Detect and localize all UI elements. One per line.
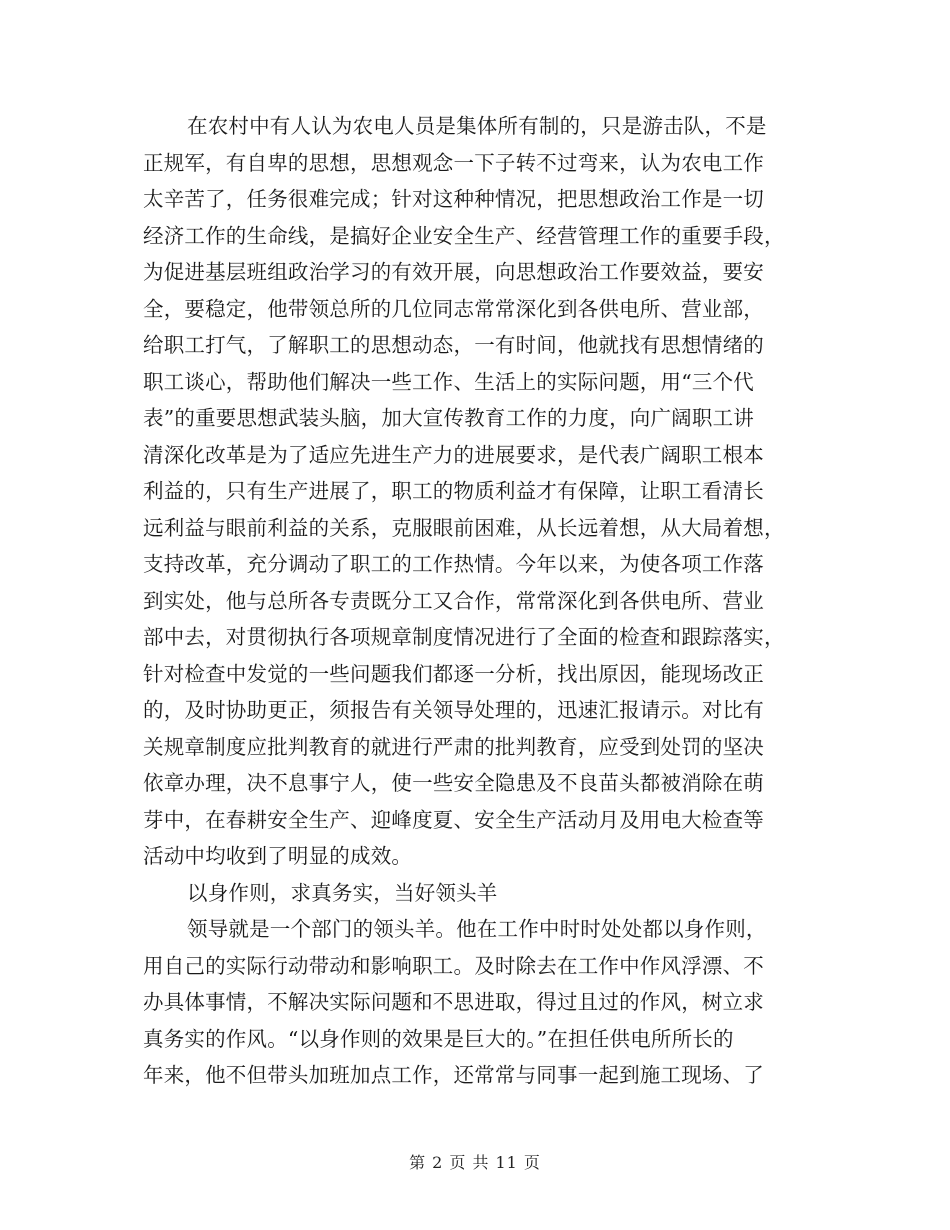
- text-line: 到实处，他与总所各专责既分工又合作，常常深化到各供电所、营业: [143, 588, 764, 613]
- text-line: 依章办理，决不息事宁人，使一些安全隐患及不良苗头都被消除在萌: [143, 771, 764, 795]
- text-line: 针对检查中发觉的一些问题我们都逐一分析，找出原因，能现场改正: [143, 661, 764, 686]
- text-line: 清深化改革是为了适应先进生产力的进展要求，是代表广阔职工根本: [143, 442, 764, 467]
- text-line: 关规章制度应批判教育的就进行严肃的批判教育，应受到处罚的坚决: [143, 734, 764, 759]
- body-text: [143, 108, 803, 1094]
- text-line: 年来，他不但带头加班加点工作，还常常与同事一起到施工现场、了: [143, 1063, 764, 1087]
- page-footer: [0, 1150, 950, 1173]
- text-line: 在农村中有人认为农电人员是集体所有制的，只是游击队，不是: [187, 114, 767, 138]
- text-line: 为促进基层班组政治学习的有效开展，向思想政治工作要效益，要安: [143, 260, 764, 284]
- footer-middle: 页 共: [449, 1153, 490, 1172]
- text-line: 芽中，在春耕安全生产、迎峰度夏、安全生产活动月及用电大检查等: [143, 807, 764, 832]
- text-line: 办具体事情，不解决实际问题和不思进取，得过且过的作风，树立求: [143, 990, 764, 1014]
- footer-current-page: 2: [432, 1153, 444, 1172]
- text-line: 给职工打气，了解职工的思想动态，一有时间，他就找有思想情绪的: [143, 333, 764, 357]
- text-line: 以身作则，求真务实，当好领头羊: [187, 880, 498, 905]
- text-line: 远利益与眼前利益的关系，克服眼前困难，从长远着想，从大局着想，: [143, 515, 785, 540]
- text-line: 正规军，有自卑的思想，思想观念一下子转不过弯来，认为农电工作: [143, 150, 764, 175]
- footer-prefix: 第: [409, 1153, 427, 1172]
- text-line: 支持改革，充分调动了职工的工作热情。今年以来，为使各项工作落: [143, 552, 764, 576]
- footer-suffix: 页: [523, 1153, 541, 1172]
- text-line: 领导就是一个部门的领头羊。他在工作中时时处处都以身作则，: [187, 917, 767, 941]
- text-line: 的，及时协助更正，须报告有关领导处理的，迅速汇报请示。对比有: [143, 698, 764, 722]
- text-line: 职工谈心，帮助他们解决一些工作、生活上的实际问题，用“三个代: [143, 369, 754, 394]
- text-line: 部中去，对贯彻执行各项规章制度情况进行了全面的检查和跟踪落实，: [143, 625, 785, 649]
- text-line: 太辛苦了，任务很难完成；针对这种种情况，把思想政治工作是一切: [143, 187, 764, 211]
- footer-total-pages: 11: [495, 1153, 518, 1172]
- text-line: 利益的，只有生产进展了，职工的物质利益才有保障，让职工看清长: [143, 479, 764, 503]
- text-line: 真务实的作风。“以身作则的效果是巨大的。”在担任供电所所长的: [143, 1026, 734, 1051]
- text-line: 全，要稳定，他带领总所的几位同志常常深化到各供电所、营业部，: [143, 296, 764, 321]
- text-line: 活动中均收到了明显的成效。: [143, 844, 413, 868]
- text-line: 经济工作的生命线，是搞好企业安全生产、经营管理工作的重要手段，: [143, 223, 785, 248]
- text-line: 表”的重要思想武装头脑，加大宣传教育工作的力度，向广阔职工讲: [143, 406, 754, 430]
- text-line: 用自己的实际行动带动和影响职工。及时除去在工作中作风浮漂、不: [143, 953, 764, 978]
